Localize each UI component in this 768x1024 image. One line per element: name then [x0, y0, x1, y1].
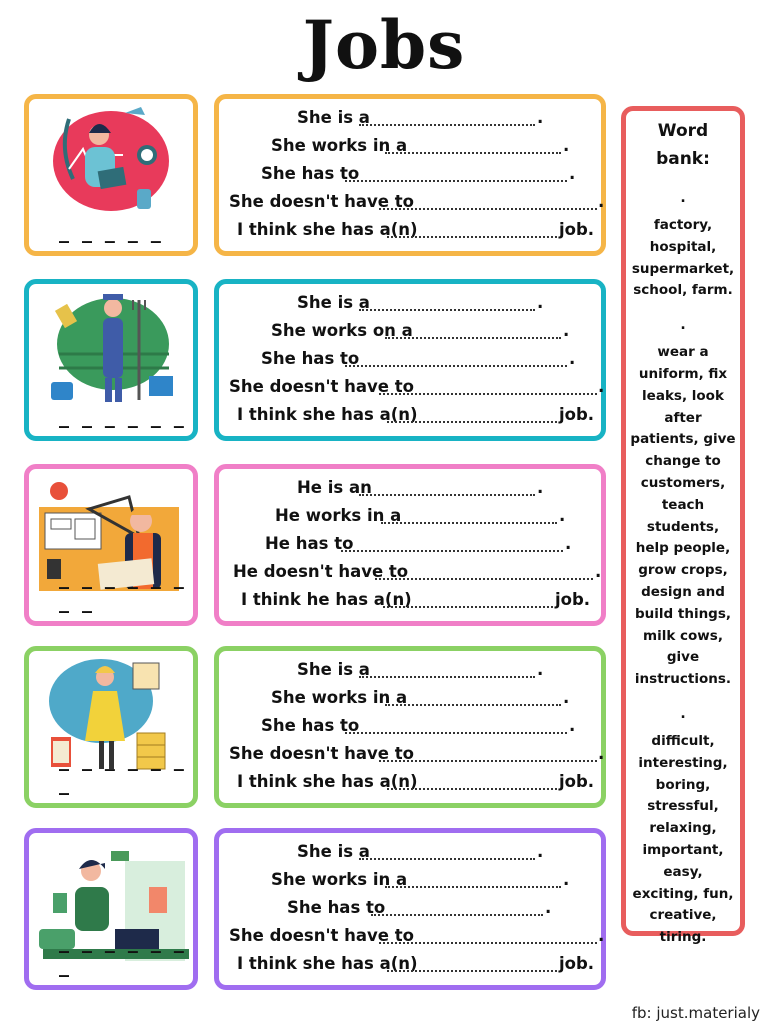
- answer-line[interactable]: [359, 486, 535, 496]
- answer-line[interactable]: [379, 934, 597, 944]
- sentence-label: I think she has a(n): [237, 220, 418, 239]
- sentence-label: She has to: [261, 349, 360, 368]
- answer-line[interactable]: [387, 228, 557, 238]
- answer-line[interactable]: [385, 696, 561, 706]
- answer-line[interactable]: [371, 906, 543, 916]
- sentence-label: I think he has a(n): [241, 590, 412, 609]
- sentence-label: He doesn't have to: [233, 562, 409, 581]
- answer-line[interactable]: [359, 850, 535, 860]
- separator-dot: .: [680, 317, 686, 334]
- picture-card-cashier: [24, 828, 198, 990]
- page-title: Jobs: [302, 6, 466, 84]
- answer-blank[interactable]: _ _ _ _ _ _ _: [59, 747, 187, 795]
- answer-blank[interactable]: _ _ _ _ _: [59, 219, 164, 243]
- sentence-label: I think she has a(n): [237, 954, 418, 973]
- sentence-label: He has to: [265, 534, 354, 553]
- picture-card-nurse: [24, 94, 198, 256]
- answer-line[interactable]: [381, 514, 557, 524]
- separator-dot: .: [680, 190, 686, 206]
- sentence-label: She doesn't have to: [229, 744, 414, 763]
- sentence-card-2: She is a . She works on a . She has to . She doesn't have to . I think she has a(n) job.: [214, 279, 606, 441]
- picture-card-engineer: [24, 464, 198, 626]
- footer-credit: fb: just.materialy: [631, 1004, 760, 1022]
- word-bank-places: factory, hospital, supermarket, school, farm.: [631, 217, 735, 299]
- sentence-label: I think she has a(n): [237, 772, 418, 791]
- sentence-label: She works in a: [271, 870, 408, 889]
- sentence-label: She works in a: [271, 136, 408, 155]
- sentence-label: He works in a: [275, 506, 402, 525]
- answer-line[interactable]: [385, 329, 561, 339]
- word-bank-title: Word bank:: [656, 121, 710, 169]
- sentence-label: She doesn't have to: [229, 192, 414, 211]
- separator-dot: .: [680, 705, 686, 722]
- answer-blank[interactable]: _ _ _ _ _ _ _: [59, 929, 187, 977]
- answer-line[interactable]: [385, 878, 561, 888]
- answer-line[interactable]: [345, 172, 567, 182]
- answer-line[interactable]: [359, 668, 535, 678]
- answer-line[interactable]: [341, 542, 563, 552]
- sentence-card-1: She is a . She works in a . She has to . She doesn't have to . I think she has a(n) job.: [214, 94, 606, 256]
- sentence-label: She is a: [297, 842, 370, 861]
- answer-line[interactable]: [387, 780, 557, 790]
- answer-line[interactable]: [387, 413, 557, 423]
- answer-line[interactable]: [385, 144, 561, 154]
- answer-line[interactable]: [375, 570, 593, 580]
- answer-line[interactable]: [387, 962, 557, 972]
- answer-blank[interactable]: _ _ _ _ _ _ _ _: [59, 565, 187, 613]
- answer-line[interactable]: [359, 301, 535, 311]
- answer-line[interactable]: [379, 752, 597, 762]
- sentence-label: He is an: [297, 478, 372, 497]
- answer-line[interactable]: [345, 724, 567, 734]
- sentence-label: She doesn't have to: [229, 926, 414, 945]
- sentence-label: She has to: [261, 164, 360, 183]
- answer-line[interactable]: [383, 598, 553, 608]
- word-bank-adjectives: difficult, interesting, boring, stressful, relaxing, important, easy, exciting, fun, creative, tiring.: [632, 732, 734, 946]
- sentence-label: She is a: [297, 293, 370, 312]
- word-bank: [621, 106, 745, 946]
- sentence-card-3: He is an . He works in a . He has to . He doesn't have to . I think he has a(n) job.: [214, 464, 606, 626]
- picture-card-farmer: [24, 279, 198, 441]
- sentence-label: She has to: [261, 716, 360, 735]
- sentence-card-4: She is a . She works in a . She has to . She doesn't have to . I think she has a(n) job.: [214, 646, 606, 808]
- sentence-label: She works in a: [271, 688, 408, 707]
- answer-line[interactable]: [359, 116, 535, 126]
- sentence-label: She works on a: [271, 321, 413, 340]
- word-bank-duties: wear a uniform, fix leaks, look after patients, give change to customers, teach students, help people, grow crops, design and build things, milk cows, give instructions.: [630, 344, 736, 688]
- answer-line[interactable]: [379, 385, 597, 395]
- sentence-label: She doesn't have to: [229, 377, 414, 396]
- picture-card-teacher: [24, 646, 198, 808]
- sentence-label: She has to: [287, 898, 386, 917]
- sentence-label: I think she has a(n): [237, 405, 418, 424]
- sentence-label: She is a: [297, 108, 370, 127]
- answer-line[interactable]: [379, 200, 597, 210]
- answer-blank[interactable]: _ _ _ _ _ _: [59, 404, 187, 428]
- sentence-label: She is a: [297, 660, 370, 679]
- answer-line[interactable]: [345, 357, 567, 367]
- sentence-card-5: She is a . She works in a . She has to . She doesn't have to . I think she has a(n) job.: [214, 828, 606, 990]
